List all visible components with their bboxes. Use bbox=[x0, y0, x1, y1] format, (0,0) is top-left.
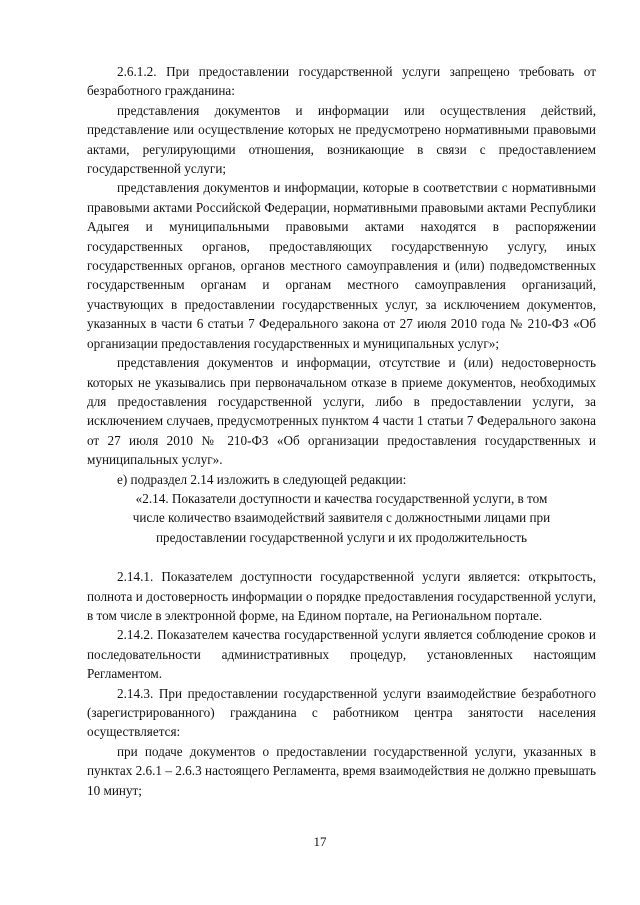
paragraph-2-14-1: 2.14.1. Показателем доступности государственной услуги является: открытость, полнота и достоверность информации о порядке предоставления государственной услуги, в том числе в электронной форме, на Едином портале, на Региональном портале. bbox=[87, 569, 596, 623]
paragraph-2-6-1-2: 2.6.1.2. При предоставлении государственной услуги запрещено требовать от безработного гражданина: bbox=[87, 64, 596, 99]
page-number: 17 bbox=[313, 834, 327, 849]
paragraph-item-actions: представления документов и информации или осуществления действий, представление или осуществление которых не предусмотрено нормативными правовыми актами, регулирующими отношения, возникающие в связи с предоставлением государственной услуги; bbox=[87, 102, 596, 177]
paragraph-2-14-3: 2.14.3. При предоставлении государственной услуги взаимодействие безработного (зарегистрированного) гражданина с работником центра занятости населения осуществляется: bbox=[87, 685, 596, 740]
paragraph-subsection-e: е) подраздел 2.14 изложить в следующей редакции: bbox=[117, 471, 407, 487]
page-content bbox=[87, 62, 596, 800]
paragraph-item-documents: представления документов и информации, которые в соответствии с нормативными правовыми актами Российской Федерации, нормативными правовыми актами Республики Адыгея и муниципальными правовыми актами находятся в распоряжении государственных органов, предоставляющих государственную услугу, иных государственных органов, органов местного самоуправления и (или) подведомственных государственным органам и органам местного самоуправления организаций, участвующих в предоставлении государственных услуг, за исключением документов, указанных в части 6 статьи 7 Федерального закона от 27 июля 2010 года № 210-ФЗ «Об организации предоставления государственных и муниципальных услуг»; bbox=[87, 180, 596, 351]
spacer bbox=[87, 547, 596, 567]
section-heading-2-14: «2.14. Показатели доступности и качества государственной услуги, в том числе количество взаимодействий заявителя с должностными лицами при предоставлении государственной услуги и их продолжительность bbox=[132, 490, 551, 545]
paragraph-2-14-2: 2.14.2. Показателем качества государственной услуги является соблюдение сроков и последовательности административных процедур, установленных настоящим Регламентом. bbox=[87, 627, 596, 682]
paragraph-submission-time: при подаче документов о предоставлении государственной услуги, указанных в пунктах 2.6.1 – 2.6.3 настоящего Регламента, время взаимодействия не должно превышать 10 минут; bbox=[87, 743, 596, 798]
paragraph-item-absence: представления документов и информации, отсутствие и (или) недостоверность которых не указывались при первоначальном отказе в приеме документов, необходимых для предоставления государственной услуги, либо в предоставлении услуги, за исключением случаев, предусмотренных пунктом 4 части 1 статьи 7 Федерального закона от 27 июля 2010 № 210-ФЗ «Об организации предоставления государственных и муниципальных услуг». bbox=[87, 355, 596, 468]
